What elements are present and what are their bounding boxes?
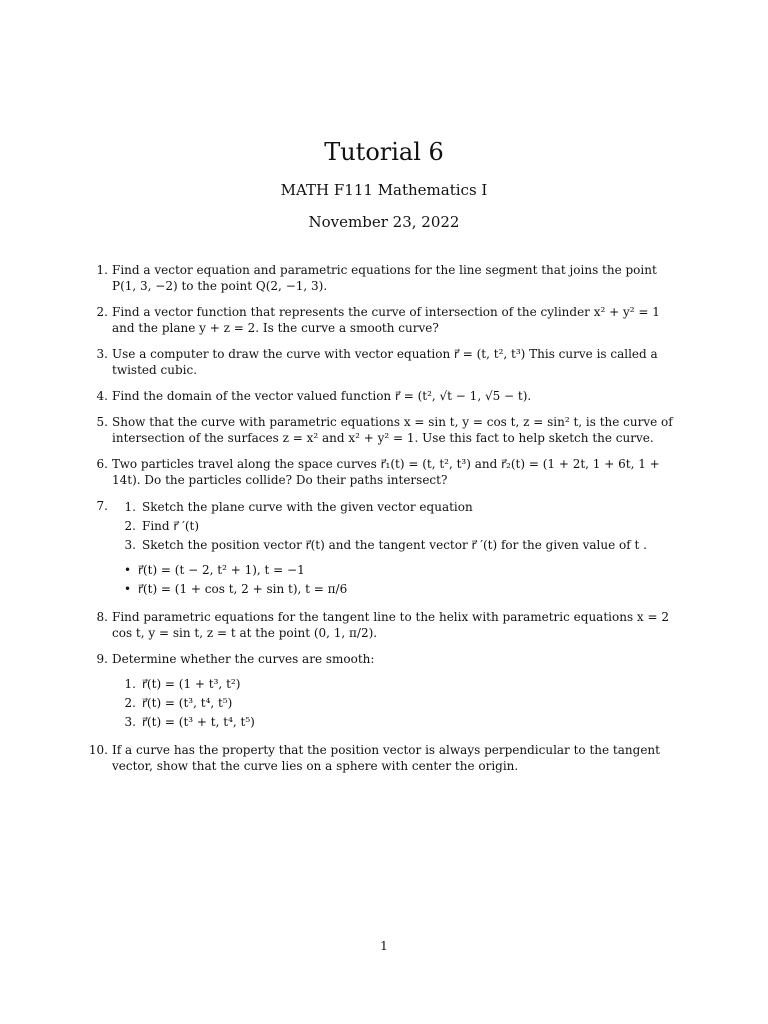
step-item: [120, 517, 682, 536]
problem-text: If a curve has the property that the position vector is always perpendicular to the tangent vector, show that the curve lies on a sphere with center the origin.: [112, 743, 660, 773]
problem-3: [82, 346, 682, 378]
page-number: 1: [380, 939, 388, 953]
page-title: Tutorial 6: [324, 138, 444, 166]
problem-text: Find the domain of the vector valued function r⃗ = (t², √t − 1, √5 − t).: [112, 389, 532, 403]
problem-9: [82, 651, 682, 732]
curve-text: r⃗(t) = (t³, t⁴, t⁵): [142, 696, 233, 710]
problem-number: 3.: [96, 347, 108, 361]
problem-10: [82, 742, 682, 774]
problem-4: [82, 388, 682, 404]
curve-number: 3.: [124, 715, 136, 729]
problem-7: [82, 498, 682, 599]
curve-text: r⃗(t) = (1 + t³, t²): [142, 677, 241, 691]
step-number: 1.: [124, 500, 136, 514]
bullet-item: [122, 580, 682, 599]
curve-item: [120, 694, 682, 713]
problem-9-curves: [120, 675, 682, 732]
course-name: MATH F111 Mathematics I: [280, 181, 488, 199]
bullet-item: [122, 561, 682, 580]
problem-number: 5.: [96, 415, 108, 429]
curve-text: r⃗(t) = (t³ + t, t⁴, t⁵): [142, 715, 255, 729]
case-text: r⃗(t) = (t − 2, t² + 1), t = −1: [138, 563, 305, 577]
step-text: Sketch the plane curve with the given vector equation: [142, 500, 473, 514]
problem-text: Find parametric equations for the tangent line to the helix with parametric equations x = 2 cos t, y = sin t, z = t at the point (0, 1, π/2).: [112, 610, 670, 640]
step-item: [120, 536, 682, 555]
step-number: 2.: [124, 519, 136, 533]
problem-text: Find a vector equation and parametric equations for the line segment that joins the point P(1, 3, −2) to the point Q(2, −1, 3).: [112, 263, 657, 293]
problem-text: Show that the curve with parametric equations x = sin t, y = cos t, z = sin² t, is the curve of intersection of the surfaces z = x² and x² + y² = 1. Use this fact to help sketch the curve.: [112, 415, 673, 445]
bullet-icon: •: [124, 582, 132, 596]
problem-number: 6.: [96, 457, 108, 471]
step-number: 3.: [124, 538, 136, 552]
case-text: r⃗(t) = (1 + cos t, 2 + sin t), t = π/6: [138, 582, 348, 596]
problem-text: Determine whether the curves are smooth:: [112, 652, 375, 666]
curve-number: 2.: [124, 696, 136, 710]
problem-1: [82, 262, 682, 294]
problem-list: [82, 262, 682, 784]
problem-number: 4.: [96, 389, 108, 403]
problem-6: [82, 456, 682, 488]
problem-2: [82, 304, 682, 336]
problem-7-cases: [122, 561, 682, 599]
bullet-icon: •: [124, 563, 132, 577]
problem-text: Find a vector function that represents the curve of intersection of the cylinder x² + y² = 1 and the plane y + z = 2. Is the curve a smooth curve?: [112, 305, 660, 335]
document-date: November 23, 2022: [308, 213, 460, 231]
step-text: Find r⃗ ′(t): [142, 519, 200, 533]
problem-7-steps: [120, 498, 682, 555]
problem-number: 10.: [88, 743, 108, 757]
problem-text: Two particles travel along the space curves r⃗₁(t) = (t, t², t³) and r⃗₂(t) = (1 + 2t, 1 + 6t, 1 + 14t). Do the particles collide? Do their paths intersect?: [112, 457, 660, 487]
problem-8: [82, 609, 682, 641]
problem-number: 9.: [96, 652, 108, 666]
problem-number: 2.: [96, 305, 108, 319]
problem-5: [82, 414, 682, 446]
problem-number: 8.: [96, 610, 108, 624]
curve-item: [120, 675, 682, 694]
problem-number: 1.: [96, 263, 108, 277]
curve-number: 1.: [124, 677, 136, 691]
step-item: [120, 498, 682, 517]
problem-number: 7.: [96, 499, 108, 513]
problem-text: Use a computer to draw the curve with vector equation r⃗ = (t, t², t³) This curve is called a twisted cubic.: [112, 347, 658, 377]
curve-item: [120, 713, 682, 732]
step-text: Sketch the position vector r⃗(t) and the tangent vector r⃗ ′(t) for the given value of t .: [142, 538, 647, 552]
